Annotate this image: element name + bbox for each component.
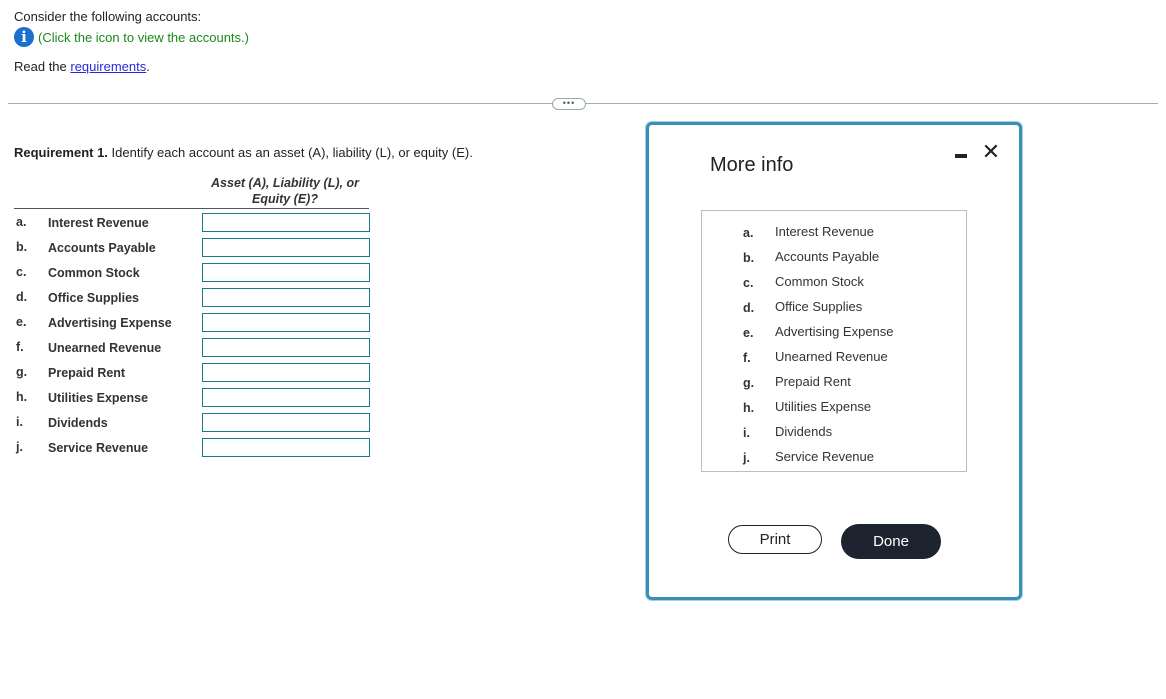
account-name: Advertising Expense [48,316,172,330]
more-info-dialog [646,122,1022,600]
info-list-item [702,423,966,443]
account-classification-input[interactable] [202,263,370,282]
info-item-name: Accounts Payable [775,249,880,264]
account-name: Accounts Payable [48,241,156,255]
info-item-letter: e. [743,326,754,340]
account-name: Dividends [48,416,108,430]
info-text: (Click the icon to view the accounts.) [38,29,249,45]
print-button[interactable]: Print [728,525,822,554]
account-letter: c. [16,265,27,279]
info-line [14,27,249,47]
account-name: Common Stock [48,266,140,280]
account-row [14,413,374,435]
info-list-item [702,298,966,318]
requirement-title [14,145,473,160]
info-list-item [702,248,966,268]
account-name: Prepaid Rent [48,366,126,380]
info-item-letter: h. [743,401,755,415]
account-letter: h. [16,390,28,404]
account-row [14,288,374,310]
account-letter: i. [16,415,23,429]
account-name: Service Revenue [48,441,149,455]
account-classification-input[interactable] [202,413,370,432]
info-item-letter: g. [743,376,755,390]
info-item-letter: b. [743,251,755,265]
info-list-item [702,273,966,293]
accounts-info-box [701,210,967,472]
account-letter: j. [16,440,23,454]
close-icon[interactable]: ✕ [981,139,1001,164]
info-list-item [702,398,966,418]
intro-text: Consider the following accounts: [14,9,202,24]
account-name: Office Supplies [48,291,139,305]
info-item-letter: a. [743,226,754,240]
account-name: Utilities Expense [48,391,149,405]
account-letter: g. [16,365,28,379]
account-name: Unearned Revenue [48,341,162,355]
account-letter: e. [16,315,27,329]
read-suffix: . [146,59,150,74]
column-header-rule [14,208,369,209]
account-letter: b. [16,240,28,254]
account-classification-input[interactable] [202,363,370,382]
info-item-name: Utilities Expense [775,399,872,414]
info-item-name: Office Supplies [775,299,863,314]
account-row [14,338,374,360]
account-classification-input[interactable] [202,238,370,257]
info-item-name: Advertising Expense [775,324,894,339]
account-classification-input[interactable] [202,288,370,307]
account-classification-input[interactable] [202,438,370,457]
info-item-name: Service Revenue [775,449,874,464]
account-letter: a. [16,215,27,229]
info-item-name: Unearned Revenue [775,349,888,364]
info-item-letter: i. [743,426,750,440]
requirement-text: Identify each account as an asset (A), liability (L), or equity (E). [107,145,473,160]
info-item-name: Interest Revenue [775,224,875,239]
requirement-label: Requirement 1. [14,145,108,160]
info-list-item [702,323,966,343]
info-list-item [702,373,966,393]
account-classification-input[interactable] [202,388,370,407]
account-classification-input[interactable] [202,313,370,332]
done-button[interactable]: Done [841,524,941,559]
info-icon[interactable]: i [14,27,34,47]
info-item-letter: j. [743,451,750,465]
account-classification-input[interactable] [202,338,370,357]
read-requirements-line [14,59,150,74]
info-item-name: Prepaid Rent [775,374,851,389]
requirements-link[interactable]: requirements [70,59,147,74]
read-prefix: Read the [14,59,71,74]
column-header: Asset (A), Liability (L), or Equity (E)? [211,176,359,206]
info-item-letter: d. [743,301,755,315]
info-item-name: Common Stock [775,274,864,289]
account-row [14,213,374,235]
info-item-letter: c. [743,276,754,290]
account-row [14,388,374,410]
account-name: Interest Revenue [48,216,149,230]
account-row [14,313,374,335]
account-row [14,363,374,385]
minimize-icon[interactable] [952,148,970,164]
account-letter: f. [16,340,24,354]
account-row [14,238,374,260]
info-item-letter: f. [743,351,751,365]
info-item-name: Dividends [775,424,833,439]
dialog-title: More info [710,154,794,176]
account-row [14,263,374,285]
info-list-item [702,223,966,243]
account-classification-input[interactable] [202,213,370,232]
account-letter: d. [16,290,28,304]
account-row [14,438,374,460]
info-list-item [702,348,966,368]
divider-handle[interactable]: ••• [552,98,586,110]
info-list-item [702,448,966,468]
